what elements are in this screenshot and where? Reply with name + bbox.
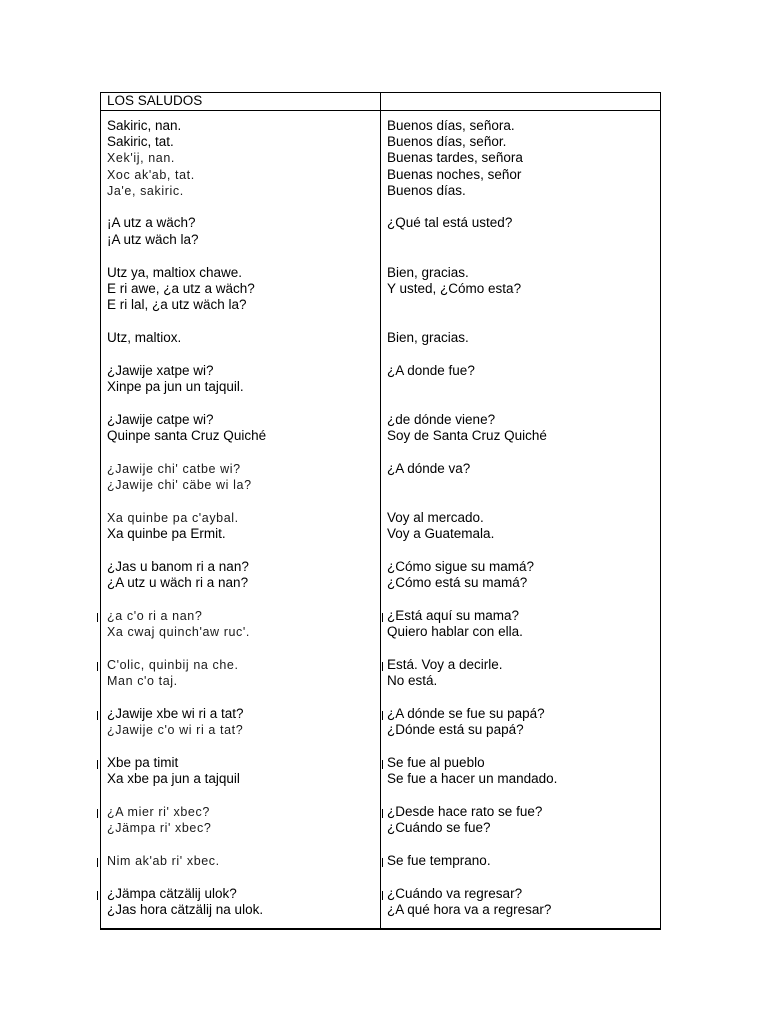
spanish-phrase: Está. Voy a decirle. bbox=[387, 657, 503, 672]
kiche-phrase: E ri lal, ¿a utz wäch la? bbox=[107, 297, 247, 312]
kiche-phrase: Nim ak'ab ri' xbec. bbox=[107, 854, 220, 868]
spanish-phrase: ¿de dónde viene? bbox=[387, 412, 496, 427]
spanish-phrase: Buenos días. bbox=[387, 183, 466, 198]
spanish-phrase: No está. bbox=[387, 673, 438, 688]
kiche-phrase: ¡A utz a wäch? bbox=[107, 215, 196, 230]
table-column-divider bbox=[380, 92, 381, 930]
kiche-phrase: ¡A utz wäch la? bbox=[107, 232, 199, 247]
spanish-phrase: Voy al mercado. bbox=[387, 510, 484, 525]
kiche-phrase: ¿Jämpa ri' xbec? bbox=[107, 821, 212, 835]
spanish-phrase: Se fue al pueblo bbox=[387, 755, 485, 770]
kiche-phrase: ¿A mier ri' xbec? bbox=[107, 805, 210, 819]
spanish-phrase: Y usted, ¿Cómo esta? bbox=[387, 281, 522, 296]
spanish-phrase: ¿Cuándo se fue? bbox=[387, 820, 491, 835]
spanish-phrase: Bien, gracias. bbox=[387, 330, 469, 345]
greetings-table bbox=[100, 92, 661, 930]
spanish-phrase: Voy a Guatemala. bbox=[387, 526, 495, 541]
kiche-phrase: Xa quinbe pa Ermit. bbox=[107, 526, 226, 541]
row-marker-left bbox=[97, 613, 98, 622]
spanish-phrase: ¿Dónde está su papá? bbox=[387, 722, 524, 737]
kiche-phrase: Sakiric, nan. bbox=[107, 118, 182, 133]
row-marker-left bbox=[97, 711, 98, 720]
spanish-phrase: Quiero hablar con ella. bbox=[387, 624, 523, 639]
spanish-phrase: ¿Qué tal está usted? bbox=[387, 215, 513, 230]
kiche-phrase: C'olic, quinbij na che. bbox=[107, 658, 239, 672]
row-marker-right bbox=[382, 711, 383, 720]
spanish-phrase: ¿A dónde va? bbox=[387, 461, 471, 476]
kiche-phrase: Utz, maltiox. bbox=[107, 330, 182, 345]
kiche-phrase: Xinpe pa jun un tajquil. bbox=[107, 379, 244, 394]
kiche-phrase: E ri awe, ¿a utz a wäch? bbox=[107, 281, 255, 296]
kiche-phrase: ¿Jas u banom ri a nan? bbox=[107, 559, 249, 574]
spanish-phrase: ¿Desde hace rato se fue? bbox=[387, 804, 543, 819]
kiche-phrase: Sakiric, tat. bbox=[107, 134, 174, 149]
kiche-phrase: Xek'ij, nan. bbox=[107, 151, 175, 165]
row-marker-right bbox=[382, 891, 383, 900]
spanish-phrase: Soy de Santa Cruz Quiché bbox=[387, 428, 547, 443]
kiche-phrase: ¿Jawije xatpe wi? bbox=[107, 363, 214, 378]
spanish-phrase: Buenos días, señor. bbox=[387, 134, 507, 149]
row-marker-left bbox=[97, 760, 98, 769]
row-marker-left bbox=[97, 809, 98, 818]
table-title: LOS SALUDOS bbox=[107, 93, 203, 108]
kiche-phrase: ¿Jawije c'o wi ri a tat? bbox=[107, 723, 244, 737]
row-marker-right bbox=[382, 809, 383, 818]
row-marker-right bbox=[382, 662, 383, 671]
spanish-phrase: Buenos días, señora. bbox=[387, 118, 515, 133]
spanish-phrase: ¿Cómo está su mamá? bbox=[387, 575, 528, 590]
spanish-phrase: Se fue a hacer un mandado. bbox=[387, 771, 558, 786]
kiche-phrase: Xa cwaj quinch'aw ruc'. bbox=[107, 625, 250, 639]
spanish-phrase: Buenas tardes, señora bbox=[387, 150, 523, 165]
table-header-divider bbox=[100, 110, 661, 111]
kiche-phrase: ¿Jawije chi' cäbe wi la? bbox=[107, 478, 252, 492]
kiche-phrase: Xoc ak'ab, tat. bbox=[107, 168, 195, 182]
kiche-phrase: ¿Jawije chi' catbe wi? bbox=[107, 462, 241, 476]
kiche-phrase: Xa quinbe pa c'aybal. bbox=[107, 511, 239, 525]
kiche-phrase: Man c'o taj. bbox=[107, 674, 178, 688]
kiche-phrase: Quinpe santa Cruz Quiché bbox=[107, 428, 267, 443]
kiche-phrase: Xbe pa timit bbox=[107, 755, 179, 770]
spanish-phrase: ¿A donde fue? bbox=[387, 363, 475, 378]
kiche-phrase: ¿Jawije xbe wi ri a tat? bbox=[107, 706, 244, 721]
table-border-left bbox=[100, 92, 101, 930]
row-marker-left bbox=[97, 891, 98, 900]
spanish-phrase: ¿A qué hora va a regresar? bbox=[387, 902, 552, 917]
row-marker-left bbox=[97, 662, 98, 671]
kiche-phrase: ¿Jas hora cätzälij na ulok. bbox=[107, 902, 264, 917]
spanish-phrase: ¿A dónde se fue su papá? bbox=[387, 706, 545, 721]
row-marker-right bbox=[382, 858, 383, 867]
kiche-phrase: Utz ya, maltiox chawe. bbox=[107, 265, 243, 280]
spanish-phrase: Se fue temprano. bbox=[387, 853, 491, 868]
kiche-phrase: ¿Jämpa cätzälij ulok? bbox=[107, 886, 237, 901]
kiche-phrase: ¿Jawije catpe wi? bbox=[107, 412, 214, 427]
spanish-phrase: Buenas noches, señor bbox=[387, 167, 522, 182]
spanish-phrase: ¿Cómo sigue su mamá? bbox=[387, 559, 535, 574]
kiche-phrase: ¿A utz u wäch ri a nan? bbox=[107, 575, 249, 590]
table-border-right bbox=[660, 92, 661, 930]
row-marker-left bbox=[97, 858, 98, 867]
spanish-phrase: ¿Cuándo va regresar? bbox=[387, 886, 523, 901]
spanish-phrase: ¿Está aquí su mama? bbox=[387, 608, 520, 623]
row-marker-right bbox=[382, 760, 383, 769]
kiche-phrase: Ja'e, sakiric. bbox=[107, 184, 184, 198]
kiche-phrase: ¿a c'o ri a nan? bbox=[107, 609, 203, 623]
row-marker-right bbox=[382, 613, 383, 622]
kiche-phrase: Xa xbe pa jun a tajquil bbox=[107, 771, 240, 786]
spanish-phrase: Bien, gracias. bbox=[387, 265, 469, 280]
